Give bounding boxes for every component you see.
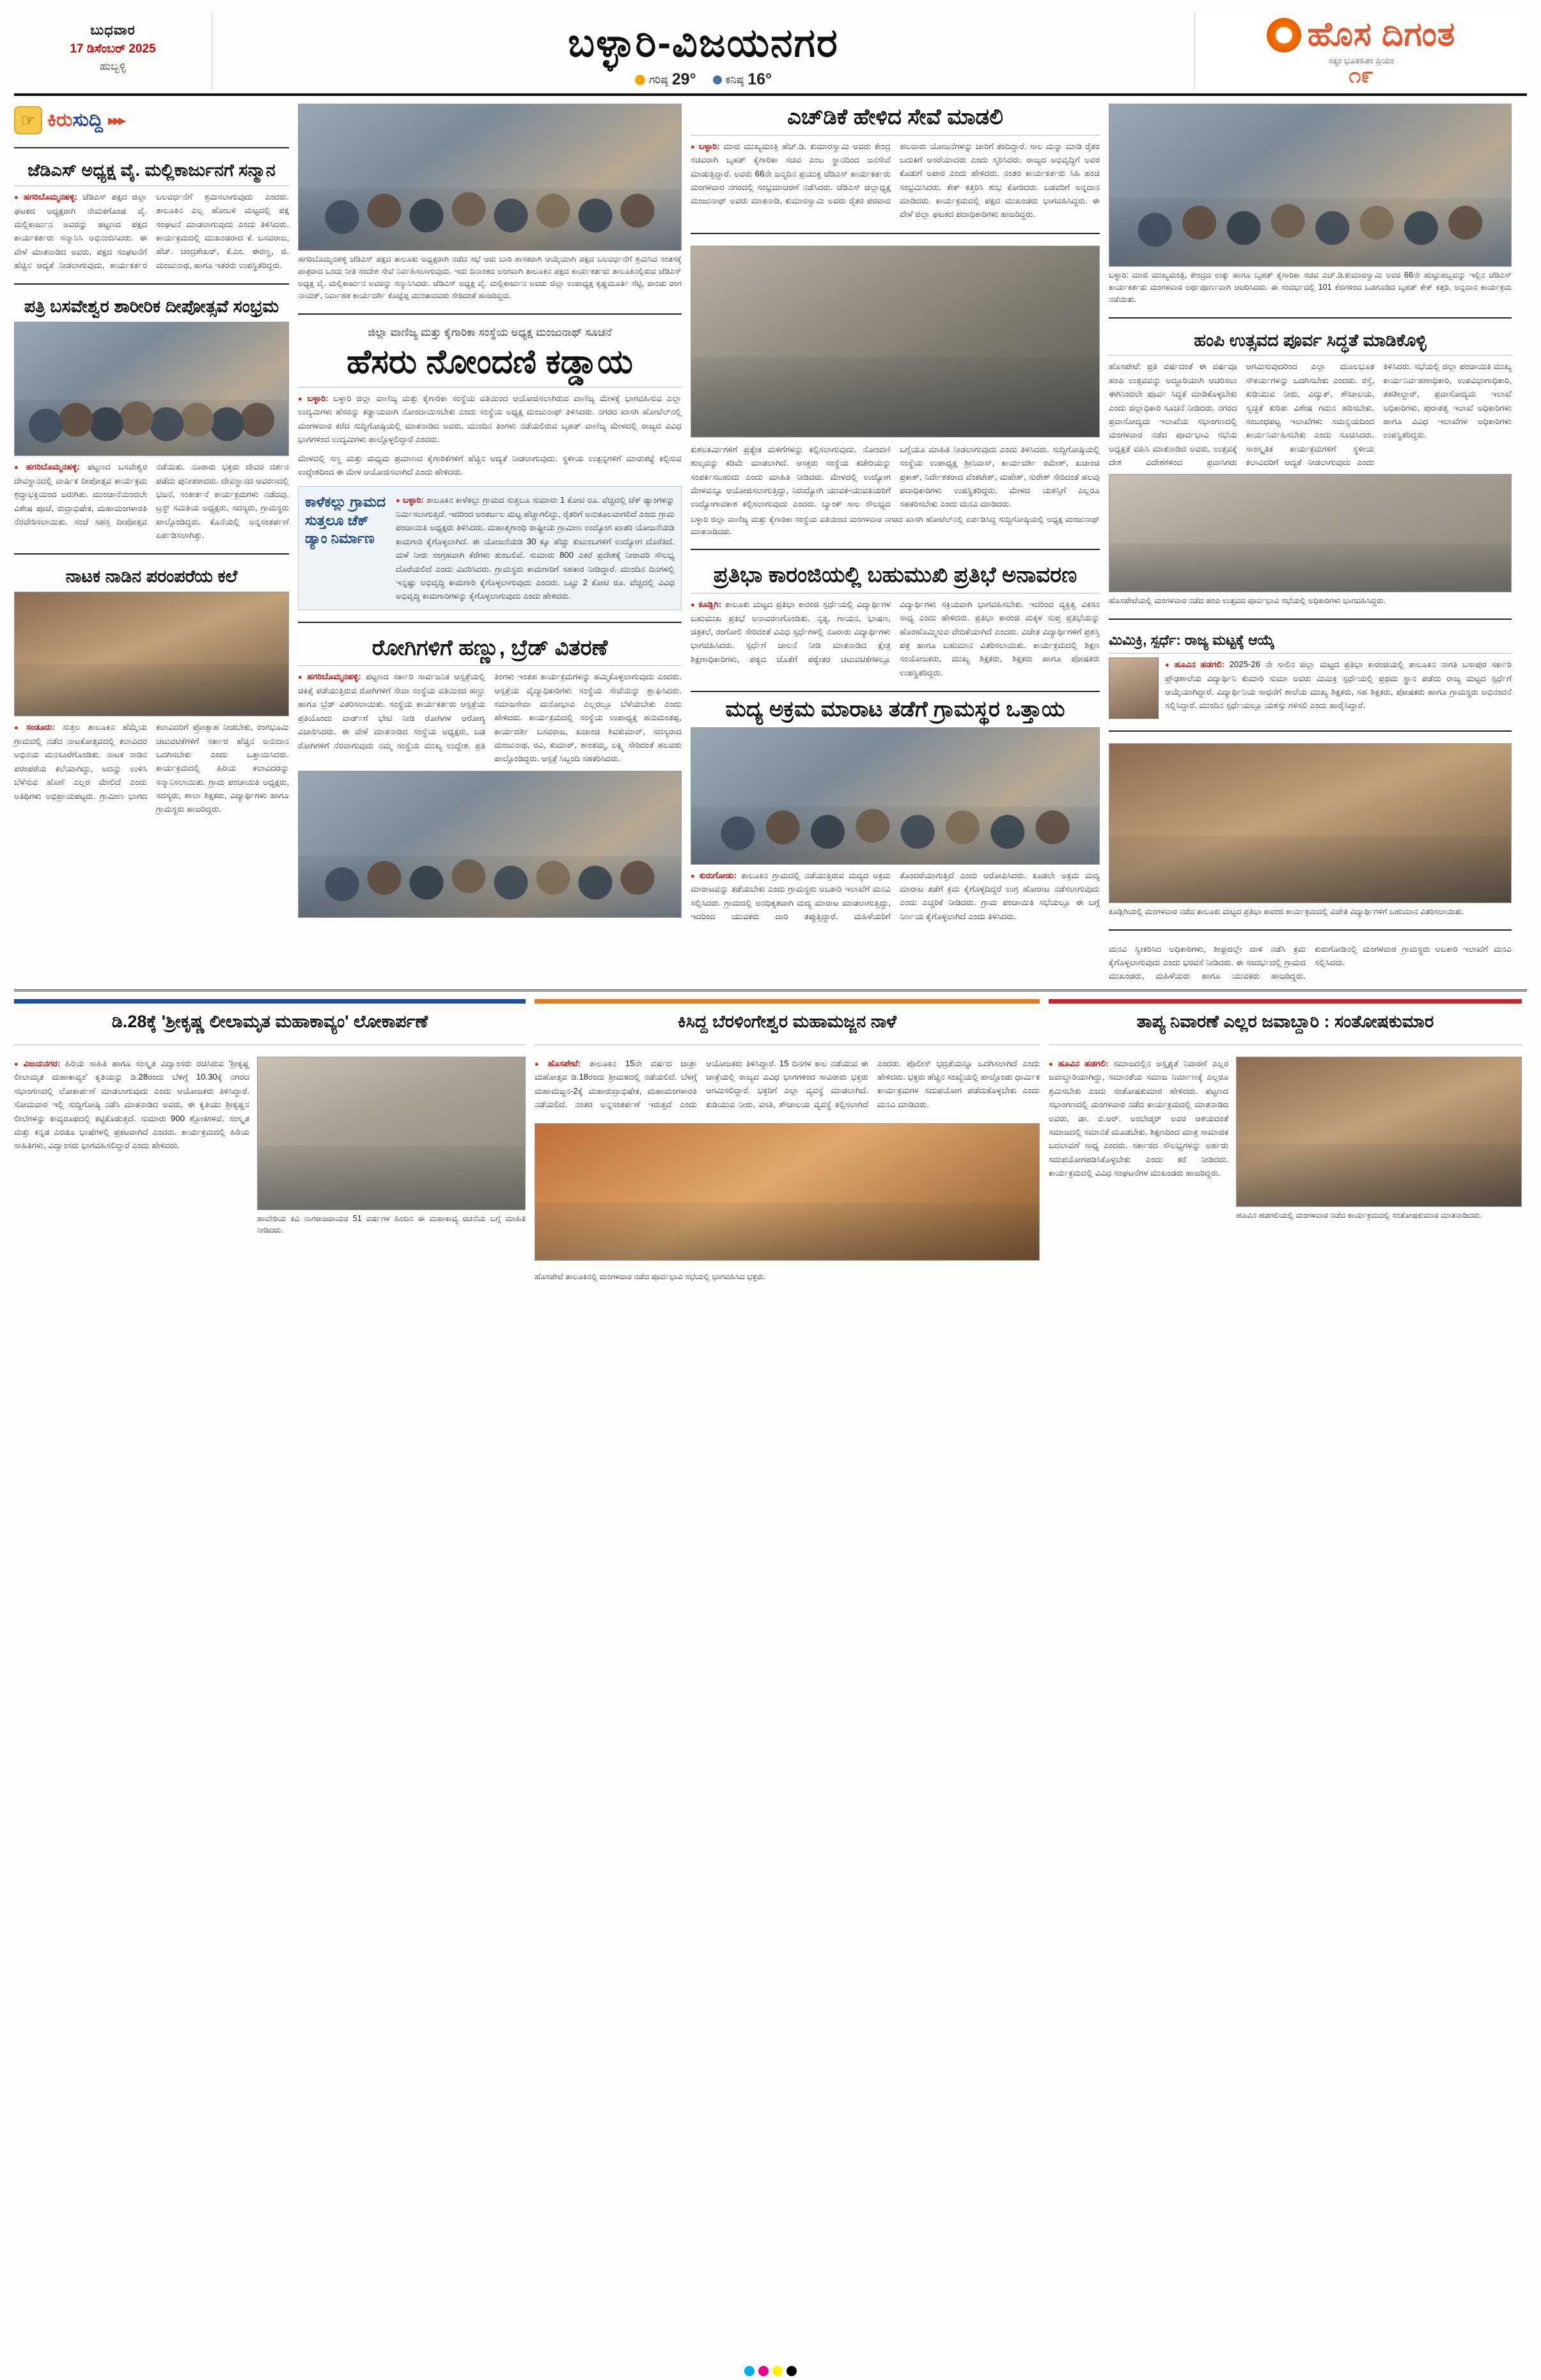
divider [1109,355,1512,356]
divider [691,233,1100,234]
divider [14,147,289,148]
registration-magenta [758,2366,769,2376]
main-story-text-2: ಕುಶಲಕರ್ಮಿಗಳಿಗೆ ಪ್ರತ್ಯೇಕ ಮಳಿಗೆಗಳನ್ನು ಕಲ್ಪಿಸಲಾಗುವುದು. ನೋಂದಣಿ ಶುಲ್ಕವನ್ನು ಕಡಿಮೆ ಮಾಡಲಾಗಿದೆ. ಆಸಕ್ತರು ಸಂಸ್ಥೆಯ ಕಚೇರಿಯನ್ನು ಸಂಪರ್ಕಿಸಬಹುದು ಎಂದು ಮಾಹಿತಿ ನೀಡಿದರು. ಮೇಳದಲ್ಲಿ ಉದ್ಯೋಗ ಮೇಳವನ್ನೂ ಆಯೋಜಿಸಲಾಗುತ್ತಿದ್ದು, ನಿರುದ್ಯೋಗಿ ಯುವಕ-ಯುವತಿಯರಿಗೆ ಉದ್ಯೋಗಾವಕಾಶ ಕಲ್ಪಿಸಲಾಗುವುದು ಎಂದರು. ಬ್ಯಾಂಕ್ ಸಾಲ ಸೌಲಭ್ಯದ ಬಗ್ಗೆಯೂ ಮಾಹಿತಿ ನೀಡಲಾಗುವುದು ಎಂದು ತಿಳಿಸಿದರು. [691,444,1049,509]
chevron-right-icon: ▸▸▸ [108,111,124,129]
kirusuddi-item-2-photo [14,322,289,456]
pratibha-story-title: ಪ್ರತಿಭಾ ಕಾರಂಜಿಯಲ್ಲಿ ಬಹುಮುಖಿ ಪ್ರತಿಭೆ ಅನಾವರಣ [713,563,1077,588]
pratibha-story-photo [1109,743,1512,903]
bottom-story-1-body [14,1057,249,1237]
bottom-story-1-photo [257,1057,526,1210]
kirusuddi-label-2: ಸುದ್ದಿ [72,109,104,130]
color-registration-marks [744,2366,797,2376]
village-checkdam-title: ಕಾಳೆಕಲ್ಲು ಗ್ರಾಮದ ಸುತ್ತಲೂ ಚೆಕ್ ಡ್ಯಾಂ ನಿರ್ಮಾಣ [305,494,386,547]
main-story [298,326,682,479]
hampi-photo-caption: ಹೊಸಪೇಟೆಯಲ್ಲಿ ಮಂಗಳವಾರ ನಡೆದ ಹಂಪಿ ಉತ್ಸವದ ಪೂರ್ವಭಾವಿ ಸಭೆಯಲ್ಲಿ ಅಧಿಕಾರಿಗಳು ಭಾಗವಹಿಸಿದ್ದರು. [1109,596,1386,606]
bottom-story-2-body [535,1057,1040,1112]
pointing-hand-icon [14,106,42,134]
bottom-story-2-title: ಕಿಸಿದ್ದ ಬೆರಳಿಂಗೇಶ್ವರ ಮಹಾಮಜ್ಜನ ನಾಳೆ [677,1011,897,1031]
divider [298,665,682,666]
weather-min-value: 16° [747,70,772,88]
dateline: ● ಕುರುಗೋಡು: [691,871,737,880]
weather-max-value: 29° [671,70,696,88]
divider [535,1044,1040,1045]
bottom-story-3 [1049,999,1522,1283]
dateline: ● ಹೂವಿನ ಹಡಗಲಿ: [1049,1059,1109,1068]
village-checkdam-box [298,486,682,610]
kirusuddi-item-3-text: ಸುತ್ತಲ ತಾಲೂಕಿನ ಹೆಮ್ಮೆಯ ಗ್ರಾಮದಲ್ಲಿ ನಡೆದ ನಾಟಕೋತ್ಸವದಲ್ಲಿ ಕಲಾವಿದರ ಅಭಿನಯ ಮನಸೂರೆಗೊಂಡಿತು. ನಾಟಕ ನಾಡಿನ ಪರಂಪರೆಯ ಕಲೆಯಾಗಿದ್ದು, ಅದನ್ನು ಉಳಿಸಿ ಬೆಳೆಸುವ ಹೊಣೆ ಎಲ್ಲರ ಮೇಲಿದೆ ಎಂದು ಅತಿಥಿಗಳು ಅಭಿಪ್ರಾಯಪಟ್ಟರು. ಗ್ರಾಮೀಣ ಭಾಗದ ಕಲಾವಿದರಿಗೆ ಪ್ರೋತ್ಸಾಹ ನೀಡಬೇಕು, ರಂಗಭೂಮಿ ಚಟುವಟಿಕೆಗಳಿಗೆ ಸರ್ಕಾರ ಹೆಚ್ಚಿನ ಅನುದಾನ ಒದಗಿಸಬೇಕು ಎಂದು ಒತ್ತಾಯಿಸಿದರು. ಕಾರ್ಯಕ್ರಮದಲ್ಲಿ ಹಿರಿಯ ಕಲಾವಿದರನ್ನು ಸನ್ಮಾನಿಸಲಾಯಿತು. ಗ್ರಾಮ ಪಂಚಾಯಿತಿ ಅಧ್ಯಕ್ಷರು, ಸದಸ್ಯರು, ಶಾಲಾ ಶಿಕ್ಷಕರು, ವಿದ್ಯಾರ್ಥಿಗಳು ಹಾಗೂ ಗ್ರಾಮಸ್ಥರು ಹಾಜರಿದ್ದರು. [14,722,289,814]
village-checkdam-body [396,493,675,603]
sun-icon [635,75,645,85]
bottom-story-3-text-2: ಪಟ್ಟಣದ ಸಭಾಂಗಣದಲ್ಲಿ ಮಂಗಳವಾರ ನಡೆದ ಕಾರ್ಯಕ್ರಮದಲ್ಲಿ ಮಾತನಾಡಿದ ಅವರು, ಡಾ. ಬಿ.ಆರ್. ಅಂಬೇಡ್ಕರ್ ಅವರ ಆಶಯದಂತೆ ಸಮಾಜದಲ್ಲಿ ಸಮಾನತೆ ಮೂಡಬೇಕು. ಶಿಕ್ಷಣದಿಂದ ಮಾತ್ರ ಸಾಮಾಜಿಕ ಬದಲಾವಣೆ ಸಾಧ್ಯ ಎಂದರು. ಸರ್ಕಾರದ ಸೌಲಭ್ಯಗಳನ್ನು ಅರ್ಹರು ಸದುಪಯೋಗಪಡಿಸಿಕೊಳ್ಳಬೇಕು ಎಂದು ಕರೆ ನೀಡಿದರು. ಕಾರ್ಯಕ್ರಮದಲ್ಲಿ ವಿವಿಧ ಸಂಘಟನೆಗಳ ಮುಖಂಡರು ಹಾಜರಿದ್ದರು. [1049,1085,1229,1178]
divider [14,185,289,186]
main-story-photo [691,246,1100,437]
weather-min [713,70,772,89]
divider [691,691,1100,692]
main-story-kicker: ಜಿಲ್ಲಾ ವಾಣಿಜ್ಯ ಮತ್ತು ಕೈಗಾರಿಕಾ ಸಂಸ್ಥೆಯ ಅಧ್ಯಕ್ಷ ಮಂಜುನಾಥ್ ಸೂಚನೆ [368,326,612,338]
page-number: ೧೯ [1349,63,1373,88]
divider [298,622,682,623]
bottom-divider [14,989,1527,991]
registration-cyan [744,2366,755,2376]
divider [691,593,1100,594]
kirusuddi-item-3-photo [14,592,289,716]
main-story-headline: ಹೆಸರು ನೋಂದಣಿ ಕಡ್ಡಾಯ [347,343,633,381]
liquor-story [691,687,1100,923]
bottom-strip [14,999,1527,1283]
hampi-story-photo [1109,474,1512,592]
bottom-story-1-title: ಡಿ.28ಕ್ಕೆ 'ಶ್ರೀಕೃಷ್ಣ ಲೀಲಾಮೃತ ಮಹಾಕಾವ್ಯಂ' ಲೋಕಾರ್ಪಣೆ [111,1011,428,1031]
divider [1109,317,1512,319]
kirusuddi-label-1: ಕಿರು [47,109,73,130]
page-body [14,104,1527,983]
hdk-story [691,104,1100,221]
village-checkdam-text: ತಾಲೂಕಿನ ಕಾಳೆಕಲ್ಲು ಗ್ರಾಮದ ಸುತ್ತಲೂ ಸುಮಾರು 1 ಕೋಟಿ ರೂ. ವೆಚ್ಚದಲ್ಲಿ ಚೆಕ್ ಡ್ಯಾಂಗಳನ್ನು ನಿರ್ಮಿಸಲಾಗುತ್ತಿದೆ. ಇದರಿಂದ ಅಂತರ್ಜಲ ಮಟ್ಟ ಹೆಚ್ಚಾಗಲಿದ್ದು, ರೈತರಿಗೆ ಅನುಕೂಲವಾಗಲಿದೆ ಎಂದು ಗ್ರಾಮ ಪಂಚಾಯಿತಿ ಅಧ್ಯಕ್ಷರು ತಿಳಿಸಿದರು. ಮಹಾತ್ಮಗಾಂಧಿ ರಾಷ್ಟ್ರೀಯ ಗ್ರಾಮೀಣ ಉದ್ಯೋಗ ಖಾತರಿ ಯೋಜನೆಯಡಿ ಕಾಮಗಾರಿ ಕೈಗೊಳ್ಳಲಾಗಿದೆ. ಈ ಯೋಜನೆಯಡಿ 30 ಕ್ಕೂ ಹೆಚ್ಚು ಕುಟುಂಬಗಳಿಗೆ ಉದ್ಯೋಗ ದೊರೆತಿದೆ. ಮಳೆ ನೀರು ಸಂಗ್ರಹವಾಗಿ ಕೆರೆಗಳು ತುಂಬಲಿವೆ. ಸುಮಾರು 800 ಎಕರೆ ಪ್ರದೇಶಕ್ಕೆ ನೀರಾವರಿ ಸೌಲಭ್ಯ ದೊರೆಯಲಿದೆ ಎಂದು ವಿವರಿಸಿದರು. ಗ್ರಾಮಸ್ಥರು ಕಾಮಗಾರಿಗೆ ಸಹಕಾರ ನೀಡಿದ್ದಾರೆ. ಮುಂದಿನ ದಿನಗಳಲ್ಲಿ ಇನ್ನಷ್ಟು ಅಭಿವೃದ್ಧಿ ಕಾಮಗಾರಿ ಕೈಗೊಳ್ಳಲಾಗುವುದು ಎಂದರು. ಒಟ್ಟು 2 ಕೋಟಿ ರೂ. ವೆಚ್ಚದಲ್ಲಿ ವಿವಿಧ ಅಭಿವೃದ್ಧಿ ಕಾಮಗಾರಿಗಳನ್ನು ಕೈಗೊಳ್ಳಲಾಗುವುದು ಎಂದು ಹೇಳಿದರು. [396,495,675,601]
liquor-photo-caption: ಕುರುಗೋಡಿನಲ್ಲಿ ಮಂಗಳವಾರ ಗ್ರಾಮಸ್ಥರು ಅಬಕಾರಿ ಇಲಾಖೆಗೆ ಮನವಿ ಸಲ್ಲಿಸಿದರು. [1315,943,1512,968]
mimicry-story-title: ಮಿಮಿಕ್ರಿ, ಸ್ಪರ್ಧೆ: ರಾಜ್ಯ ಮಟ್ಟಕ್ಕೆ ಆಯ್ಕೆ [1109,632,1275,649]
publication-date: 17 ಡಿಸೆಂಬರ್ 2025 [70,42,156,56]
pratibha-story-text-3: ವಿಜೇತ ವಿದ್ಯಾರ್ಥಿಗಳಿಗೆ ಪ್ರಶಸ್ತಿ ಪತ್ರ ಹಾಗೂ ಬಹುಮಾನ ವಿತರಿಸಲಾಯಿತು. ಕಾರ್ಯಕ್ರಮದಲ್ಲಿ ಶಿಕ್ಷಣ ಸಂಯೋಜಕರು, ಮುಖ್ಯ ಶಿಕ್ಷಕರು, ಶಿಕ್ಷಕರು ಹಾಗೂ ಪೋಷಕರು ಉಪಸ್ಥಿತರಿದ್ದರು. [900,626,1100,677]
hampi-story-title: ಹಂಪಿ ಉತ್ಸವದ ಪೂರ್ವ ಸಿದ್ಧತೆ ಮಾಡಿಕೊಳ್ಳಿ [1194,330,1427,350]
main-story-photo-block [691,246,1100,538]
brand-name: ಹೊಸ ದಿಗಂತ [1307,16,1456,53]
liquor-continuation [1109,942,1512,983]
registration-black [786,2366,797,2376]
pratibha-story [691,562,1100,679]
kirusuddi-item-2-body [14,460,289,542]
liquor-story-title: ಮದ್ಯ ಅಕ್ರಮ ಮಾರಾಟ ತಡೆಗೆ ಗ್ರಾಮಸ್ಥರ ಒತ್ತಾಯ [725,697,1065,722]
column-left [14,104,289,983]
divider [1109,929,1512,931]
pratibha-story-body [691,597,1100,679]
main-story-text-1: ಬಳ್ಳಾರಿ ಜಿಲ್ಲಾ ವಾಣಿಜ್ಯ ಮತ್ತು ಕೈಗಾರಿಕಾ ಸಂಸ್ಥೆಯ ವತಿಯಿಂದ ಆಯೋಜಿಸಲಾಗಿರುವ ವಾಣಿಜ್ಯ ಮೇಳಕ್ಕೆ ಭಾಗವಹಿಸುವ ಎಲ್ಲಾ ಉದ್ಯಮಿಗಳು ಹೆಸರನ್ನು ಕಡ್ಡಾಯವಾಗಿ ನೋಂದಾಯಿಸಬೇಕು ಎಂದು ಸಂಸ್ಥೆಯ ಅಧ್ಯಕ್ಷ ಮಂಜುನಾಥ್ ತಿಳಿಸಿದರು. ನಗರದ ಖಾಸಗಿ ಹೋಟೆಲ್‌ನಲ್ಲಿ ಮಂಗಳವಾರ ಕರೆದ ಸುದ್ದಿಗೋಷ್ಠಿಯಲ್ಲಿ ಮಾತನಾಡಿದ ಅವರು, ಮುಂದಿನ ತಿಂಗಳು ನಡೆಯಲಿರುವ ಬೃಹತ್ ವಾಣಿಜ್ಯ ಮೇಳದಲ್ಲಿ ರಾಜ್ಯದ ವಿವಿಧ ಭಾಗಗಳಿಂದ ಉದ್ಯಮಿಗಳು ಪಾಲ್ಗೊಳ್ಳಲಿದ್ದಾರೆ ಎಂದರು. [298,393,682,445]
weather-strip [212,70,1194,89]
bread-story-photo [298,771,682,918]
bread-story [298,634,682,918]
main-story-photo-caption: ಬಳ್ಳಾರಿ ಜಿಲ್ಲಾ ವಾಣಿಜ್ಯ ಮತ್ತು ಕೈಗಾರಿಕಾ ಸಂಸ್ಥೆಯ ವತಿಯಿಂದ ಮಂಗಳವಾರ ನಗರದ ಖಾಸಗಿ ಹೋಟೆಲ್‌ನಲ್ಲಿ ಏರ್ಪಡಿಸಿದ್ದ ಸುದ್ದಿಗೋಷ್ಠಿಯಲ್ಲಿ ಅಧ್ಯಕ್ಷ ಮಂಜುನಾಥ್ ಮಾತನಾಡಿದರು. [691,514,1100,536]
column-four [1109,104,1512,983]
divider [1109,730,1512,732]
bread-story-body [298,670,682,766]
bottom-story-2-photo [535,1123,1040,1261]
brand-row [1267,15,1456,54]
publication-day: ಬುಧವಾರ [90,23,136,38]
dateline: ● ಹಗರಿಬೊಮ್ಮನಹಳ್ಳಿ: [14,462,80,471]
kirusuddi-title [47,109,103,131]
bottom-story-1-text-1: ಹಿರಿಯ ಸಾಹಿತಿ ಹಾಗೂ ಸಂಸ್ಕೃತ ವಿದ್ವಾಂಸರು ರಚಿಸಿರುವ 'ಶ್ರೀಕೃಷ್ಣ ಲೀಲಾಮೃತ ಮಹಾಕಾವ್ಯಂ' ಕೃತಿಯನ್ನು ಡಿ.28ರಂದು ಬೆಳಿಗ್ಗೆ 10.30ಕ್ಕೆ ನಗರದ ಸಭಾಂಗಣದಲ್ಲಿ ಲೋಕಾರ್ಪಣೆ ಮಾಡಲಾಗುವುದು ಎಂದು ಆಯೋಜಕರು ತಿಳಿಸಿದ್ದಾರೆ. [14,1058,249,1096]
kirusuddi-header [14,104,289,136]
dateline: ● ಬಳ್ಳಾರಿ: [298,393,329,403]
section-bar [14,999,526,1004]
pratibha-story-text-1: ತಾಲೂಕು ಮಟ್ಟದ ಪ್ರತಿಭಾ ಕಾರಂಜಿ ಸ್ಪರ್ಧೆಯಲ್ಲಿ ವಿದ್ಯಾರ್ಥಿಗಳ ಬಹುಮುಖ ಪ್ರತಿಭೆ ಅನಾವರಣಗೊಂಡಿತು. ನೃತ್ಯ, ಗಾಯನ, ಭಾಷಣ, ಚಿತ್ರಕಲೆ, ರಂಗೋಲಿ ಸೇರಿದಂತೆ ವಿವಿಧ ಸ್ಪರ್ಧೆಗಳಲ್ಲಿ ನೂರಾರು ವಿದ್ಯಾರ್ಥಿಗಳು ಭಾಗವಹಿಸಿದರು. [691,599,891,650]
masthead-brand-block [1194,12,1527,90]
bread-story-text-1: ಪಟ್ಟಣದ ಸರ್ಕಾರಿ ಸಾರ್ವಜನಿಕ ಆಸ್ಪತ್ರೆಯಲ್ಲಿ ಚಿಕಿತ್ಸೆ ಪಡೆಯುತ್ತಿರುವ ರೋಗಿಗಳಿಗೆ ಸೇವಾ ಸಂಸ್ಥೆಯ ವತಿಯಿಂದ ಹಣ್ಣು ಹಾಗೂ ಬ್ರೆಡ್ ವಿತರಿಸಲಾಯಿತು. ಸಂಸ್ಥೆಯ ಕಾರ್ಯಕರ್ತರು ಆಸ್ಪತ್ರೆಯ ಪ್ರತಿಯೊಂದು ವಾರ್ಡ್‌ಗೆ ಭೇಟಿ ನೀಡಿ ರೋಗಿಗಳ ಆರೋಗ್ಯ ವಿಚಾರಿಸಿದರು. [298,672,486,737]
pratibha-photo-caption: ಕೂಡ್ಲಿಗಿಯಲ್ಲಿ ಮಂಗಳವಾರ ನಡೆದ ತಾಲೂಕು ಮಟ್ಟದ ಪ್ರತಿಭಾ ಕಾರಂಜಿ ಕಾರ್ಯಕ್ರಮದಲ್ಲಿ ವಿಜೇತ ವಿದ್ಯಾರ್ಥಿಗಳಿಗೆ ಬಹುಮಾನ ವಿತರಿಸಲಾಯಿತು. [1109,906,1464,916]
dateline: ● ಹೂವಿನ ಹಡಗಲಿ: [1165,659,1224,669]
kirusuddi-item-2-title: ಪತ್ರಿ ಬಸವೇಶ್ವರ ಶಾರೀರಿಕ ದೀಪೋತ್ಸವೆ ಸಂಭ್ರಮ [24,297,279,317]
masthead [14,12,1527,96]
liquor-story-text-1: ತಾಲೂಕಿನ ಗ್ರಾಮದಲ್ಲಿ ನಡೆಯುತ್ತಿರುವ ಮದ್ಯದ ಅಕ್ರಮ ಮಾರಾಟವನ್ನು ತಡೆಯಬೇಕು ಎಂದು ಗ್ರಾಮಸ್ಥರು ಅಬಕಾರಿ ಇಲಾಖೆಗೆ ಮನವಿ ಸಲ್ಲಿಸಿದರು. ಗ್ರಾಮದಲ್ಲಿ ಅನಧಿಕೃತವಾಗಿ ಮದ್ಯ ಮಾರಾಟ ಮಾಡಲಾಗುತ್ತಿದ್ದು, ಇದರಿಂದ ಯುವಕರು ದಾರಿ ತಪ್ಪುತ್ತಿದ್ದಾರೆ. ಮಹಿಳೆಯರಿಗೆ ತೊಂದರೆಯಾಗುತ್ತಿದೆ ಎಂದು ಆರೋಪಿಸಿದರು. [691,870,1027,922]
liquor-story-text-2: ಕೂಡಲೇ ಅಕ್ರಮ ಮದ್ಯ ಮಾರಾಟ ತಡೆಗೆ ಕ್ರಮ ಕೈಗೊಳ್ಳದಿದ್ದರೆ ಉಗ್ರ ಹೋರಾಟ ನಡೆಸಲಾಗುವುದು ಎಂದು ಎಚ್ಚರಿಕೆ ನೀಡಿದರು. ಗ್ರಾಮ ಪಂಚಾಯಿತಿ ಸಭೆಯಲ್ಲೂ ಈ ಬಗ್ಗೆ ನಿರ್ಣಯ ಕೈಗೊಳ್ಳಲಾಗಿದೆ ಎಂದು ತಿಳಿಸಿದರು. [900,870,1100,921]
bottom-story-3-photo [1236,1057,1522,1207]
weather-max [635,70,696,89]
dateline: ● ಹೊಸಪೇಟೆ: [535,1059,581,1068]
mimicry-story-body [1165,658,1512,713]
kirusuddi-item-1-title: ಜೆಡಿಎಸ್ ಅಧ್ಯಕ್ಷ ವೈ. ಮಲ್ಲಿಕಾರ್ಜುನಗೆ ಸನ್ಮಾನ [27,161,276,180]
column-two [298,104,682,983]
top-photo-caption: ಹಗರಿಬೊಮ್ಮನಹಳ್ಳಿ ಜೆಡಿಎಸ್ ಪಕ್ಷದ ತಾಲೂಕು ಅಧ್ಯಕ್ಷರಾಗಿ ನಡೆದ ಸಭೆ ಆರು ಬಾರಿ ಶಾಸಕರಾಗಿ ಆಯ್ಕೆಯಾಗಿ ಪಕ್ಷದ ಬಲವರ್ಧನೆಗೆ ಶ್ರಮಿಸಿದ ಸಂತಸಕ್ಕೆ ಪಾತ್ರರಾದ ಒಂದು ನೀತಿ ಸಂದೇಶ ಸೇವೆ ನಿರ್ವಹಿಸಲಾಗುವುದು. ಇದು ದಿನಾಂಕದ ಅಂಗವಾಗಿ ತಾಲೂಕಿನ ಪಕ್ಷದ ಕಾರ್ಯಕರ್ತರು ತಾಲೂಕಿನಲ್ಲಿರುವ ಜೆಡಿಎಸ್ ಅಧ್ಯಕ್ಷ ವೈ. ಮಲ್ಲಿಕಾರ್ಜುನ ಅವರನ್ನು ಸನ್ಮಾನಿಸಿದರು. ಜೆಡಿಎಸ್ ಅಧ್ಯಕ್ಷ ವೈ. ಮಲ್ಲಿಕಾರ್ಜುನ ಅವರು ಜಿಲ್ಲಾ ಉಪಾಧ್ಯಕ್ಷ ಕೃಷ್ಣಮೂರ್ತಿ ಸೆಟ್ಟಿ, ಪಾಂಡು ರಂಗ ನಾಯಕ್, ನಿರ್ವಾಹಕ ಕಾರ್ಯದರ್ಶಿ ಕೊಟ್ಟೆಪ್ಪ ಮುಂತಾದವರು ಸೇರಿದಂತೆ ಹಾಜರಿದ್ದರು. [298,255,682,300]
main-story-text-3: ಸುದ್ದಿಗೋಷ್ಠಿಯಲ್ಲಿ ಸಂಸ್ಥೆಯ ಉಪಾಧ್ಯಕ್ಷ ಶ್ರೀನಿವಾಸ್, ಕಾರ್ಯದರ್ಶಿ ರಮೇಶ್, ಖಜಾಂಚಿ ಪ್ರಕಾಶ್, ನಿರ್ದೇಶಕರಾದ ವೆಂಕಟೇಶ್, ಮಹೇಶ್, ಸುರೇಶ್ ಸೇರಿದಂತೆ ಹಲವು ಪದಾಧಿಕಾರಿಗಳು ಉಪಸ್ಥಿತರಿದ್ದರು. ಮೇಳದ ಯಶಸ್ಸಿಗೆ ಎಲ್ಲರೂ ಸಹಕರಿಸಬೇಕು ಎಂದು ಮನವಿ ಮಾಡಿದರು. [900,444,1100,509]
hdk-story-text: ಮಾಜಿ ಮುಖ್ಯಮಂತ್ರಿ ಹೆಚ್.ಡಿ. ಕುಮಾರಸ್ವಾಮಿ ಅವರು ಕೇಂದ್ರ ಸಚಿವರಾಗಿ ಬೃಹತ್ ಕೈಗಾರಿಕಾ ಸಚಿವ ಎಂಬ ಸ್ಥಾನದಿಂದ ಜನಸೇವೆ ಮಾಡುತ್ತಿದ್ದಾರೆ. ಅವರು 66ನೇ ಜನ್ಮದಿನ ಪ್ರಯುಕ್ತ ಜೆಡಿಎಸ್ ಕಾರ್ಯಕರ್ತರು ಮಂಗಳವಾರ ನಗರದಲ್ಲಿ ಸಂಭ್ರಮಾಚರಣೆ ನಡೆಸಿದರು. ಜೆಡಿಎಸ್ ಜಿಲ್ಲಾಧ್ಯಕ್ಷ ಮಂಜುನಾಥ್ ಅವರು ಮಾತನಾಡಿ, ಕುಮಾರಸ್ವಾಮಿ ಅವರು ರೈತರ ಪರವಾದ ಹಲವಾರು ಯೋಜನೆಗಳನ್ನು ಜಾರಿಗೆ ತಂದಿದ್ದಾರೆ. ಸಾಲ ಮನ್ನಾ ಮಾಡಿ ರೈತರ ಬದುಕಿಗೆ ಆಸರೆಯಾದರು ಎಂದು ಸ್ಮರಿಸಿದರು. ರಾಜ್ಯದ ಅಭಿವೃದ್ಧಿಗೆ ಅವರ ಕೊಡುಗೆ ಅಪಾರ ಎಂದು ಹೇಳಿದರು. ನಂತರ ಕಾರ್ಯಕರ್ತರು ಸಿಹಿ ಹಂಚಿ ಸಂಭ್ರಮಿಸಿದರು. ಕೇಕ್ ಕತ್ತರಿಸಿ ಶುಭ ಕೋರಿದರು. ಬಡವರಿಗೆ ಅನ್ನದಾನ ಮಾಡಿದರು. ಕಾರ್ಯಕ್ರಮದಲ್ಲಿ ಪಕ್ಷದ ಮುಖಂಡರು ಭಾಗವಹಿಸಿದ್ದರು. ಈ ವೇಳೆ ಜಿಲ್ಲಾ ಘಟಕದ ಪದಾಧಿಕಾರಿಗಳು ಹಾಜರಿದ್ದರು. [691,141,1100,219]
kirusuddi-item-3 [14,566,289,816]
liquor-story-body [691,869,1100,924]
kirusuddi-item-1-text: ಜೆಡಿಎಸ್ ಪಕ್ಷದ ಜಿಲ್ಲಾ ಘಟಕದ ಅಧ್ಯಕ್ಷರಾಗಿ ನೇಮಕಗೊಂಡ ವೈ. ಮಲ್ಲಿಕಾರ್ಜುನ ಅವರನ್ನು ಪಟ್ಟಣದ ಪಕ್ಷದ ಕಾರ್ಯಕರ್ತರು ಸನ್ಮಾನಿಸಿ ಅಭಿನಂದಿಸಿದರು. ಈ ವೇಳೆ ಮಾತನಾಡಿದ ಅವರು, ಪಕ್ಷದ ಸಂಘಟನೆಗೆ ಹೆಚ್ಚಿನ ಆದ್ಯತೆ ನೀಡಲಾಗುವುದು, ಕಾರ್ಯಕರ್ತರ ಬಲವರ್ಧನೆಗೆ ಶ್ರಮಿಸಲಾಗುವುದು ಎಂದರು. ತಾಲೂಕಿನ ಎಲ್ಲ ಹೋಬಳಿ ಮಟ್ಟದಲ್ಲಿ ಪಕ್ಷ ಸಂಘಟನೆ ಮಾಡಲಾಗುವುದು ಎಂದು ತಿಳಿಸಿದರು. ಕಾರ್ಯಕ್ರಮದಲ್ಲಿ ಮುಖಂಡರಾದ ಕೆ. ಬಸವರಾಜ, ಹೆಚ್. ಚಂದ್ರಶೇಖರ್, ಕೆ.ಎಂ. ಈರಣ್ಣ, ಜಿ. ಮಂಜುನಾಥ, ಹಾಗೂ ಇತರರು ಉಪಸ್ಥಿತರಿದ್ದರು. [14,191,289,271]
bottom-story-3-body [1049,1057,1228,1222]
divider [1109,653,1512,654]
masthead-title-block [212,12,1194,90]
bottom-story-1-caption: ಹಾವೇರಿಯ ಕವಿ ನಾಗರಾಜರಾಯರ 51 ವರ್ಷಗಳ ಹಿಂದಿನ ಈ ಮಹಾಕಾವ್ಯ ರಚನೆಯ ಬಗ್ಗೆ ಮಾಹಿತಿ ನೀಡಿದರು. [257,1213,526,1235]
bottom-story-3-caption: ಹೂವಿನ ಹಡಗಲಿಯಲ್ಲಿ ಮಂಗಳವಾರ ನಡೆದ ಕಾರ್ಯಕ್ರಮದಲ್ಲಿ ಸಂತೋಷಕುಮಾರ ಮಾತನಾಡಿದರು. [1236,1210,1482,1220]
bottom-story-3-title: ತಾಪ್ಯ ನಿವಾರಣೆ ಎಲ್ಲರ ಜವಾಬ್ದಾರಿ : ಸಂತೋಷಕುಮಾರ [1136,1011,1434,1031]
bottom-story-2-text-1: ತಾಲೂಕಿನ 15ನೇ ವರ್ಷದ ಜಾತ್ರಾ ಮಹೋತ್ಸವ ಡಿ.18ರಂದು ಶ್ರೀಮಠದಲ್ಲಿ ನಡೆಯಲಿದೆ. ಬೆಳಗ್ಗೆ ಮಹಾಮಜ್ಜನ-2ಕ್ಕೆ ಮಹಾರುದ್ರಾಭಿಷೇಕ, ಮಹಾಮಂಗಳಾರತಿ ನಡೆಯಲಿದೆ. ನಂತರ ಅನ್ನಸಂತರ್ಪಣೆ ಇರುತ್ತದೆ ಎಂದು ಆಯೋಜಕರು ತಿಳಿಸಿದ್ದಾರೆ. [535,1058,776,1110]
hdk-story-title: ಎಚ್‌ಡಿಕೆ ಹೇಳಿದ ಸೇವೆ ಮಾಡಲಿ [787,105,1003,129]
hampi-story [1109,330,1512,608]
dateline: ● ಬಳ್ಳಾರಿ: [691,141,720,151]
dateline: ● ಹಗರಿಬೊಮ್ಮನಹಳ್ಳಿ: [298,672,361,681]
divider [1109,619,1512,620]
divider [1049,1044,1522,1045]
weather-max-label: ಗರಿಷ್ಠ [648,73,668,86]
sun-logo-icon [1267,18,1301,52]
hdk-photo-block [1109,104,1512,306]
kirusuddi-item-2 [14,296,289,542]
divider [298,313,682,315]
bottom-story-2-caption: ಹೊಸಪೇಟೆ ತಾಲೂಕಿನಲ್ಲಿ ಮಂಗಳವಾರ ನಡೆದ ಪೂರ್ವಭಾವಿ ಸಭೆಯಲ್ಲಿ ಭಾಗವಹಿಸಿದ ಭಕ್ತರು. [535,1272,766,1281]
hdk-celebration-photo [1109,104,1512,267]
column-three [691,104,1100,983]
bottom-story-1-text-2: ಸೋಮವಾರ ಇಲ್ಲಿ ಸುದ್ದಿಗೋಷ್ಠಿ ನಡೆಸಿ ಮಾತನಾಡಿದ ಅವರು, ಈ ಕೃತಿಯು ಶ್ರೀಕೃಷ್ಣನ ಲೀಲೆಗಳನ್ನು ಕಾವ್ಯರೂಪದಲ್ಲಿ ಕಟ್ಟಿಕೊಡುತ್ತದೆ. ಸುಮಾರು 900 ಶ್ಲೋಕಗಳಿವೆ. ಸಂಸ್ಕೃತ ಮತ್ತು ಕನ್ನಡ ಎರಡೂ ಭಾಷೆಗಳಲ್ಲಿ ಪ್ರಕಟವಾಗಿದೆ ಎಂದರು. ಕಾರ್ಯಕ್ರಮದಲ್ಲಿ ಹಿರಿಯ ಸಾಹಿತಿಗಳು, ವಿದ್ವಾಂಸರು ಭಾಗವಹಿಸಲಿದ್ದಾರೆ ಎಂದು ಹೇಳಿದರು. [14,1099,249,1151]
student-portrait [1109,658,1159,719]
top-group-photo [298,104,682,251]
section-bar [1049,999,1522,1004]
hampi-story-text-2: ಸಭೆಯಲ್ಲಿ ಜಿಲ್ಲಾ ಪಂಚಾಯಿತಿ ಮುಖ್ಯ ಕಾರ್ಯನಿರ್ವಹಣಾಧಿಕಾರಿ, ಉಪವಿಭಾಗಾಧಿಕಾರಿ, ತಹಶೀಲ್ದಾರ್, ಪ್ರವಾಸೋದ್ಯಮ ಇಲಾಖೆ ಅಧಿಕಾರಿಗಳು, ಪುರಾತತ್ವ ಇಲಾಖೆ ಅಧಿಕಾರಿಗಳು ಹಾಗೂ ವಿವಿಧ ಇಲಾಖೆಗಳ ಅಧಿಕಾರಿಗಳು ಉಪಸ್ಥಿತರಿದ್ದರು. [1383,361,1512,440]
divider [14,283,289,285]
dateline: ● ಕೂಡ್ಲಿಗಿ: [691,599,721,609]
mimicry-profile-row [1109,658,1512,719]
mimicry-story [1109,631,1512,719]
bread-story-text-2: ಈ ವೇಳೆ ಮಾತನಾಡಿದ ಸಂಸ್ಥೆಯ ಅಧ್ಯಕ್ಷರು, ಬಡ ರೋಗಿಗಳಿಗೆ ನೆರವಾಗುವುದು ನಮ್ಮ ಸಂಸ್ಥೆಯ ಮುಖ್ಯ ಉದ್ದೇಶ. ಪ್ರತಿ ತಿಂಗಳು ಇಂತಹ ಕಾರ್ಯಕ್ರಮಗಳನ್ನು ಹಮ್ಮಿಕೊಳ್ಳಲಾಗುವುದು ಎಂದರು. ಆಸ್ಪತ್ರೆಯ ವೈದ್ಯಾಧಿಕಾರಿಗಳು ಸಂಸ್ಥೆಯ ಸೇವೆಯನ್ನು ಶ್ಲಾಘಿಸಿದರು. ಸಮಾಜಸೇವಾ ಮನೋಭಾವ ಎಲ್ಲರಲ್ಲೂ ಬೆಳೆಯಬೇಕು ಎಂದು ಹೇಳಿದರು. [298,672,682,750]
hdk-photo-caption: ಬಳ್ಳಾರಿ: ಮಾಜಿ ಮುಖ್ಯಮಂತ್ರಿ, ಕೇಂದ್ರದ ಉಕ್ಕು ಹಾಗೂ ಬೃಹತ್ ಕೈಗಾರಿಕಾ ಸಚಿವ ಎಚ್.ಡಿ.ಕುಮಾರಸ್ವಾಮಿ ಅವರ 66ನೇ ಹುಟ್ಟುಹಬ್ಬವನ್ನು ಇಲ್ಲಿನ ಜೆಡಿಎಸ್ ಕಾರ್ಯಕರ್ತರು ಮಂಗಳವಾರ ಅರ್ಥಪೂರ್ಣವಾಗಿ ಆಚರಿಸಿದರು. ಈ ಸಂದರ್ಭದಲ್ಲಿ 101 ಕೆಜಿಗಳಿಂದ ಒಡಗೂಡಿದ ಬೃಹತ್ ಕೇಕ್ ಕತ್ತರಿ, ಅನ್ನದಾನ ಕಾರ್ಯಕ್ರಮ ನಡೆಯಿತು. [1109,271,1512,304]
hampi-story-text-1: ಹೊಸಪೇಟೆ: ಪ್ರತಿ ವರ್ಷದಂತೆ ಈ ವರ್ಷವೂ ಹಂಪಿ ಉತ್ಸವವನ್ನು ಅದ್ದೂರಿಯಾಗಿ ಆಚರಿಸಲು ಈಗಿನಿಂದಲೇ ಪೂರ್ವ ಸಿದ್ಧತೆ ಮಾಡಿಕೊಳ್ಳಬೇಕು ಎಂದು ಜಿಲ್ಲಾಧಿಕಾರಿ ಸೂಚನೆ ನೀಡಿದರು. ನಗರದ ಪ್ರವಾಸೋದ್ಯಮ ಇಲಾಖೆಯ ಸಭಾಂಗಣದಲ್ಲಿ ಮಂಗಳವಾರ ನಡೆದ ಪೂರ್ವಭಾವಿ ಸಭೆಯ ಅಧ್ಯಕ್ಷತೆ ವಹಿಸಿ ಮಾತನಾಡಿದ ಅವರು, ಉತ್ಸವಕ್ಕೆ ದೇಶ ವಿದೇಶಗಳಿಂದ ಪ್ರವಾಸಿಗರು ಆಗಮಿಸುವುದರಿಂದ ಎಲ್ಲಾ ಮೂಲಭೂತ ಸೌಕರ್ಯಗಳನ್ನು ಒದಗಿಸಬೇಕು ಎಂದರು. ರಸ್ತೆ, ಕುಡಿಯುವ ನೀರು, ವಿದ್ಯುತ್, ಶೌಚಾಲಯ, ಸ್ವಚ್ಛತೆ ಕುರಿತು ವಿಶೇಷ ಗಮನ ಹರಿಸಬೇಕು. ಸಂಬಂಧಪಟ್ಟ ಇಲಾಖೆಗಳು ಸಮನ್ವಯದಿಂದ ಕಾರ್ಯನಿರ್ವಹಿಸಬೇಕು ಎಂದು ಸೂಚಿಸಿದರು. ಸಾಂಸ್ಕೃತಿಕ ಕಾರ್ಯಕ್ರಮಗಳಿಗೆ ಸ್ಥಳೀಯ ಕಲಾವಿದರಿಗೆ ಆದ್ಯತೆ ನೀಡಲಾಗುವುದು ಎಂದು ತಿಳಿಸಿದರು. [1109,361,1412,468]
section-bar [535,999,1040,1004]
divider [691,549,1100,550]
liquor-story-photo [691,727,1100,865]
main-story-col2 [691,443,1100,511]
liquor-story-body-2 [1109,942,1512,983]
kirusuddi-item-1 [14,160,289,272]
top-photo-story [298,104,682,302]
divider [298,387,682,388]
pratibha-photo-block [1109,743,1512,918]
pratibha-story-text-2: ಸ್ಪರ್ಧೆಗೆ ಚಾಲನೆ ನೀಡಿ ಮಾತನಾಡಿದ ಕ್ಷೇತ್ರ ಶಿಕ್ಷಣಾಧಿಕಾರಿಗಳು, ಪಠ್ಯದ ಜೊತೆಗೆ ಪಠ್ಯೇತರ ಚಟುವಟಿಕೆಗಳಲ್ಲೂ ವಿದ್ಯಾರ್ಥಿಗಳು ಸಕ್ರಿಯವಾಗಿ ಭಾಗವಹಿಸಬೇಕು. ಇದರಿಂದ ವ್ಯಕ್ತಿತ್ವ ವಿಕಸನ ಸಾಧ್ಯ ಎಂದು ಹೇಳಿದರು. ಪ್ರತಿಭಾ ಕಾರಂಜಿ ಮಕ್ಕಳ ಸುಪ್ತ ಪ್ರತಿಭೆಯನ್ನು ಹೊರಹೊಮ್ಮಿಸುವ ವೇದಿಕೆಯಾಗಿದೆ ಎಂದರು. [691,599,1100,664]
weather-min-label: ಕನಿಷ್ಠ [725,73,744,86]
kirusuddi-item-3-body [14,720,289,816]
bottom-story-3-text-1: ಸಮಾಜದಲ್ಲಿನ ಅಸ್ಪೃಶ್ಯತೆ ನಿವಾರಣೆ ಎಲ್ಲರ ಜವಾಬ್ದಾರಿಯಾಗಿದ್ದು, ಸಮಾನತೆಯ ಸಮಾಜ ನಿರ್ಮಾಣಕ್ಕೆ ಎಲ್ಲರೂ ಶ್ರಮಿಸಬೇಕು ಎಂದು ಸಂತೋಷಕುಮಾರ ಹೇಳಿದರು. [1049,1058,1229,1096]
divider [14,1044,526,1045]
main-story-col1 [298,391,682,446]
bottom-story-2 [535,999,1040,1283]
bread-story-text-3: ಕಾರ್ಯಕ್ರಮದಲ್ಲಿ ಸಂಸ್ಥೆಯ ಉಪಾಧ್ಯಕ್ಷ ಹನುಮಂತಪ್ಪ, ಕಾರ್ಯದರ್ಶಿ ಬಸವರಾಜ, ಖಜಾಂಚಿ ಶಿವಕುಮಾರ್, ಸದಸ್ಯರಾದ ಮಂಜುನಾಥ, ರವಿ, ಕುಮಾರ್, ಶಾಂತಮ್ಮ, ಲಕ್ಷ್ಮಿ ಸೇರಿದಂತೆ ಹಲವರು ಪಾಲ್ಗೊಂಡಿದ್ದರು. ಆಸ್ಪತ್ರೆ ಸಿಬ್ಬಂದಿ ಸಹಕರಿಸಿದರು. [494,713,682,764]
bread-story-title: ರೋಗಿಗಳಿಗೆ ಹಣ್ಣು, ಬ್ರೆಡ್ ವಿತರಣೆ [372,635,608,660]
page-title: ಬಳ್ಳಾರಿ-ವಿಜಯನಗರ [568,21,839,65]
masthead-date-block [14,12,212,90]
dateline: ● ವಿಜಯನಗರ: [14,1059,60,1068]
registration-yellow [772,2366,783,2376]
kirusuddi-item-1-body [14,190,289,272]
bottom-story-2-text-2: 15 ದಿನಗಳ ಕಾಲ ನಡೆಯುವ ಈ ಜಾತ್ರೆಯಲ್ಲಿ ರಾಜ್ಯದ ವಿವಿಧ ಭಾಗಗಳಿಂದ ಸಾವಿರಾರು ಭಕ್ತರು ಆಗಮಿಸಲಿದ್ದಾರೆ. ಭಕ್ತರಿಗೆ ಎಲ್ಲಾ ವ್ಯವಸ್ಥೆ ಮಾಡಲಾಗಿದೆ. ಕುಡಿಯುವ ನೀರು, ವಸತಿ, ಶೌಚಾಲಯ ವ್ಯವಸ್ಥೆ ಕಲ್ಪಿಸಲಾಗಿದೆ ಎಂದರು. ಪೊಲೀಸ್ ಭದ್ರತೆಯನ್ನೂ ಒದಗಿಸಲಾಗಿದೆ ಎಂದು ಹೇಳಿದರು. ಭಕ್ತರು ಹೆಚ್ಚಿನ ಸಂಖ್ಯೆಯಲ್ಲಿ ಪಾಲ್ಗೊಂಡು ಧಾರ್ಮಿಕ ಕಾರ್ಯಕ್ರಮಗಳ ಸದುಪಯೋಗ ಪಡೆದುಕೊಳ್ಳಬೇಕು ಎಂದು ಮನವಿ ಮಾಡಿದರು. [706,1058,1040,1109]
dateline: ● ಸಂಡೂರು: [14,722,55,732]
moon-icon [713,75,722,84]
dateline: ● ಬಳ್ಳಾರಿ: [396,495,424,505]
dateline: ● ಹಗರಿಬೊಮ್ಮನಹಳ್ಳಿ: [14,192,77,201]
kirusuddi-item-3-title: ನಾಟಕ ನಾಡಿನ ಪರಂಪರೆಯ ಕಲೆ [65,567,238,587]
edition-city: ಹುಬ್ಬಳ್ಳಿ [100,60,126,72]
divider [691,135,1100,136]
hampi-story-body [1109,359,1512,469]
kirusuddi-item-2-text: ಪಟ್ಟಣದ ಬಸವೇಶ್ವರ ದೇವಸ್ಥಾನದಲ್ಲಿ ವಾರ್ಷಿಕ ದೀಪೋತ್ಸವ ಕಾರ್ಯಕ್ರಮ ಶ್ರದ್ಧಾಭಕ್ತಿಯಿಂದ ಜರುಗಿತು. ಮುಂಜಾನೆಯಿಂದಲೇ ವಿಶೇಷ ಪೂಜೆ, ರುದ್ರಾಭಿಷೇಕ, ಮಹಾಮಂಗಳಾರತಿ ನೆರವೇರಿಸಲಾಯಿತು. ಸಂಜೆ ಸಹಸ್ರ ದೀಪೋತ್ಸವ ನಡೆಯಿತು. ನೂರಾರು ಭಕ್ತರು ದೇವರ ದರ್ಶನ ಪಡೆದು ಪುನೀತರಾದರು. ದೇವಸ್ಥಾನದ ಆವರಣದಲ್ಲಿ ಭಜನೆ, ಸಂಕೀರ್ತನೆ ಕಾರ್ಯಕ್ರಮಗಳು ನಡೆದವು. ಟ್ರಸ್ಟ್ ಸಮಿತಿಯ ಅಧ್ಯಕ್ಷರು, ಸದಸ್ಯರು, ಗ್ರಾಮಸ್ಥರು ಪಾಲ್ಗೊಂಡಿದ್ದರು. ಕೊನೆಯಲ್ಲಿ ಅನ್ನಸಂತರ್ಪಣೆ ಏರ್ಪಡಿಸಲಾಗಿತ್ತು. [14,462,289,540]
liquor-story-text-3: ಮನವಿ ಸ್ವೀಕರಿಸಿದ ಅಧಿಕಾರಿಗಳು, ಶೀಘ್ರದಲ್ಲೇ ದಾಳಿ ನಡೆಸಿ ಕ್ರಮ ಕೈಗೊಳ್ಳಲಾಗುವುದು ಎಂದು ಭರವಸೆ ನೀಡಿದರು. ಈ ಸಂದರ್ಭದಲ್ಲಿ ಗ್ರಾಮದ ಮುಖಂಡರು, ಮಹಿಳೆಯರು ಹಾಗೂ ಯುವಕರು ಹಾಜರಿದ್ದರು. [1109,943,1306,981]
mimicry-story-text: 2025-26 ನೇ ಸಾಲಿನ ಜಿಲ್ಲಾ ಮಟ್ಟದ ಪ್ರತಿಭಾ ಕಾರಂಜಿಯಲ್ಲಿ ತಾಲೂಕಿನ ನಾಗತಿ ಬಸಾಪುರ ಸರ್ಕಾರಿ ಪ್ರೌಢಶಾಲೆಯ ವಿದ್ಯಾರ್ಥಿನಿ ಕುಮಾರಿ ಸುಮಾ ಅವರು ಮಿಮಿಕ್ರಿ ಸ್ಪರ್ಧೆಯಲ್ಲಿ ಪ್ರಥಮ ಸ್ಥಾನ ಪಡೆದು ರಾಜ್ಯ ಮಟ್ಟದ ಸ್ಪರ್ಧೆಗೆ ಆಯ್ಕೆಯಾಗಿದ್ದಾರೆ. ವಿದ್ಯಾರ್ಥಿನಿಯ ಸಾಧನೆಗೆ ಶಾಲೆಯ ಮುಖ್ಯ ಶಿಕ್ಷಕರು, ಸಹ ಶಿಕ್ಷಕರು, ಪೋಷಕರು ಹಾಗೂ ಗ್ರಾಮಸ್ಥರು ಅಭಿನಂದನೆ ಸಲ್ಲಿಸಿದ್ದಾರೆ. ಮುಂದಿನ ಸ್ಪರ್ಧೆಯಲ್ಲೂ ಯಶಸ್ಸು ಗಳಿಸಲಿ ಎಂದು ಹಾರೈಸಿದ್ದಾರೆ. [1165,659,1512,711]
bottom-story-1 [14,999,526,1283]
main-story-col1b: ಮೇಳದಲ್ಲಿ ಸಣ್ಣ ಮತ್ತು ಮಧ್ಯಮ ಪ್ರಮಾಣದ ಕೈಗಾರಿಕೆಗಳಿಗೆ ಹೆಚ್ಚಿನ ಆದ್ಯತೆ ನೀಡಲಾಗುವುದು. ಸ್ಥಳೀಯ ಉತ್ಪನ್ನಗಳಿಗೆ ಮಾರುಕಟ್ಟೆ ಕಲ್ಪಿಸುವ ಉದ್ದೇಶದಿಂದ ಈ ಮೇಳ ಆಯೋಜಿಸಲಾಗಿದೆ ಎಂದು ಹೇಳಿದರು. [298,453,682,477]
brand-tagline: ಸತ್ಯಂ ಭೂತಹಿತಂ ಪ್ರಿಯಂ [1328,56,1394,65]
hdk-story-body [691,139,1100,221]
divider [14,553,289,555]
